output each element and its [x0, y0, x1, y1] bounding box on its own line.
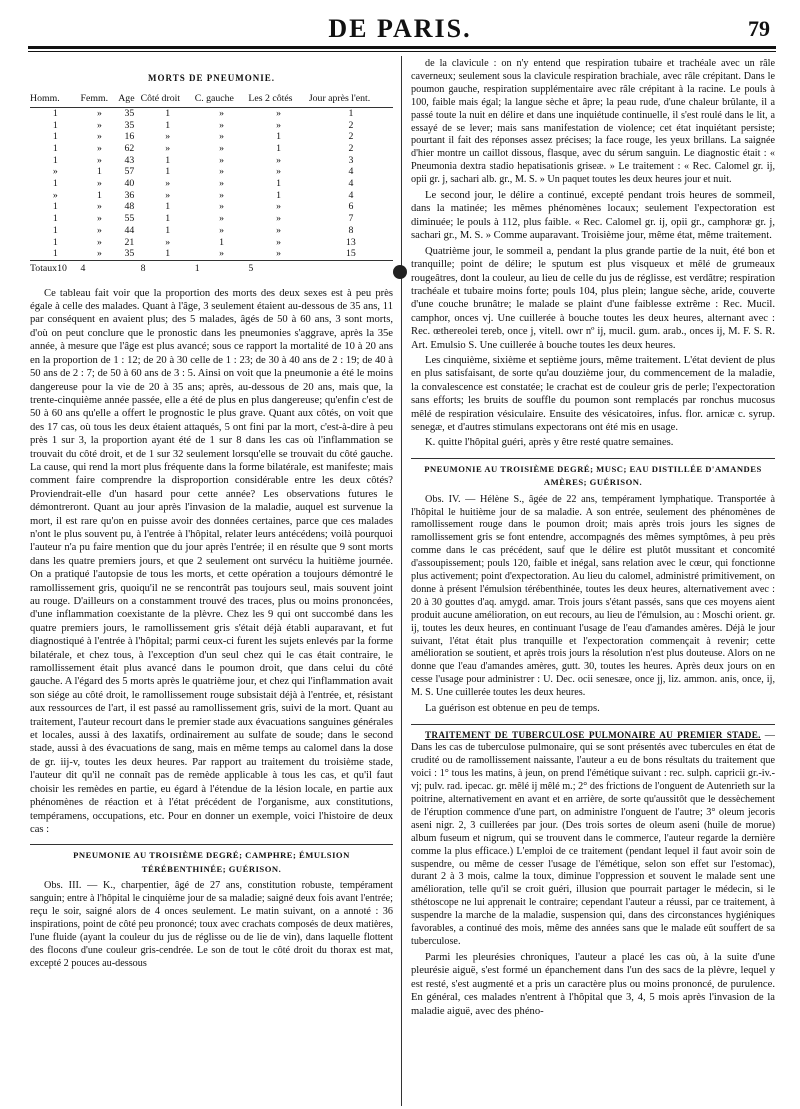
cell-homm: 1	[52, 236, 58, 248]
table-title: MORTS DE PNEUMONIE.	[148, 73, 275, 83]
cell-gauche: »	[219, 189, 225, 201]
cell-homm: 1	[52, 224, 58, 236]
cell-femm: »	[96, 107, 102, 119]
col-jour: Jour après l'ent.	[309, 91, 393, 107]
cell-age: 55	[124, 213, 135, 225]
table-body	[30, 107, 393, 260]
page-header	[20, 14, 780, 44]
cell-jour: 2	[348, 142, 354, 154]
cell-homm: 1	[52, 119, 58, 131]
col-age: Age	[118, 91, 140, 107]
cell-droit: 1	[165, 201, 171, 213]
table-row	[30, 225, 393, 237]
cell-age: 48	[124, 201, 135, 213]
column-divider	[401, 56, 402, 1106]
cell-gauche: »	[219, 201, 225, 213]
cell-deux: 1	[276, 178, 282, 190]
cell-age: 16	[124, 131, 135, 143]
cell-age: 21	[124, 236, 135, 248]
cell-jour: 6	[348, 201, 354, 213]
cell-age: 35	[124, 107, 135, 119]
cell-homm: 1	[52, 178, 58, 190]
cell-deux: »	[276, 248, 282, 260]
totals-deux: 5	[248, 260, 308, 274]
cell-homm: 1	[52, 213, 58, 225]
page-number: 79	[748, 16, 770, 41]
table-row	[30, 143, 393, 155]
totals-droit: 8	[141, 260, 195, 274]
cell-femm: »	[96, 131, 102, 143]
cell-droit: 1	[165, 166, 171, 178]
left-column	[30, 58, 393, 1103]
cell-gauche: »	[219, 166, 225, 178]
cell-jour: 2	[348, 131, 354, 143]
cell-gauche: »	[219, 213, 225, 225]
cell-homm: 1	[52, 201, 58, 213]
table-row	[30, 131, 393, 143]
totals-gauche: 1	[195, 260, 249, 274]
table-row	[30, 166, 393, 178]
observation-iii-continued: de la clavicule : on n'y entend que respiration tubaire et trachéale avec un râle caverneux; seulement sous la clavicule respiration brachiale, avec râle crépitant. Dans le poumon gauche, respiration supplémentaire avec râle crépitant à la racine. Le pouls à 100, faible mais égal; la langue sèche et âpre; la peau rude, d'une chaleur brûlante, il a passé toute la nuit en délire et dans une inquiétude continuelle, il s'est roulé dans le lit, a essayé de se lever; mais sans manifestation de violence; cet état inquiétant persiste; pourtant il fait des réponses assez précises; la face rouge, les yeux brillans. La saignée d'hier montre un caillot dissous, flasque, avec du sérum sanguin. Le diagnostic était : « Pneumonia dextra stadio hepatisationis griseæ. » Le traitement : « Rec. Calomel gr. ij, opii gr. j, sachari alb. gr., M. S. » Un paquet toutes les deux heures jour et nuit.	[411, 58, 775, 186]
discharge-paragraph: K. quitte l'hôpital guéri, après y être resté quatre semaines.	[425, 437, 674, 449]
cell-age: 43	[124, 154, 135, 166]
header-rule-thick	[28, 46, 776, 49]
cell-gauche: »	[219, 154, 225, 166]
cell-droit: 1	[165, 119, 171, 131]
cell-jour: 4	[348, 166, 354, 178]
cell-droit: 1	[165, 213, 171, 225]
totals-homm	[30, 260, 81, 274]
observation-iii: Obs. III. — K., charpentier, âgé de 27 ans, constitution robuste, tempérament sanguin; entre à l'hôpital le cinquième jour de sa maladie; saigné deux fois avant l'entrée; reçu le soir, saigné alors de 4 onces seulement. Le matin suivant, on a annoté : 36 inspirations, point de côté peu prononcé; toux avec crachats composés de deux matières, l'une fluide (ayant la couleur du jus de réglisse ou de lie de vin), dans laquelle flottent des flocons d'une couleur gris-cendrée. Le son de tout le côté droit du thorax est mat, excepté 2 pouces au-dessous	[30, 880, 393, 969]
table-row	[30, 190, 393, 202]
cell-gauche: »	[219, 142, 225, 154]
cell-femm: »	[96, 178, 102, 190]
table-row	[30, 201, 393, 213]
tuberculosis-body: — Dans les cas de tuberculose pulmonaire, qui se sont présentés avec tubercules en état de crudité ou de ramollissement naissante, l'auteur a eu de bons résultats du traitement que voici : 1° tous les matins, à jeun, on prend l'émétique suivant : rec. sulph. capricii gr.-iv.-vj; pulv. rad. ipecac. gr. mêlé ij mêlé m.; 2° des frictions de l'onguent de Autenrieth sur la poitrine, alternativement en avant et en arrière, de sorte qu'aussitôt que le dessèchement de l'éruption commence d'une part, on administre l'onguent de l'autre; 3° oleum jecoris aseni nigr. 2, 3 cuillerées par jour. (Des trois sortes de oleum aseni (huile de morue) album fuseum et nigrum, qui se trouvent dans le commerce, l'auteur regarde la dernière comme la plus efficace.) L'emploi de ce traitement (pendant lequel il faut avoir soin de suspendre, ou même de cesser l'usage de l'émétique, selon son effet sur l'estomac), durant 2 à 3 mois, calme la toux, diminue l'oppression et souvent le malade sent une amélioration, telle qu'il se croit guéri, illusion que pourrait partager le médecin, si le sthétoscope ne lui apprenait le contraire; cependant l'auteur a réussi, par ce traitement, à suspendre la marche de la maladie, suspension qui, dans des circonstances hygiéniques favorables, a continué des mois, même des années sans que le malade eût souffert de sa tuberculose.	[411, 729, 775, 947]
tuberculosis-heading: TRAITEMENT DE TUBERCULOSE PULMONAIRE AU PREMIER STADE.	[425, 729, 761, 740]
cell-deux: »	[276, 213, 282, 225]
totals-age	[118, 260, 140, 274]
observation-iv: Obs. IV. — Hélène S., âgée de 22 ans, tempérament lymphatique. Transportée à l'hôpital le huitième jour de sa maladie. A son entrée, seulement des phénomènes de ramollissement rouge dans le poumon droit; mais après trois jours les signes de ramollissement gris se font entendre, accompagnés des mêmes symptômes, à peu près comme dans le cas précédent, sauf que le délire est plutôt mussitant et concomité d'assoupissement; pouls 120, faible et inégal, sans relation avec le cœur, qui fonctionne plus activement; point d'expectoration. Au lieu du calomel, administré primitivement, on donne à présent l'émulsion térébenthinée, toutes les deux heures, alternativement avec : 20 à 30 gouttes d'aq. amygd. amar. Trois jours s'étant passés, sans que ces moyens aient produit aucune amélioration, on eut recours, au lieu de l'émulsion, au : Moschi orient. gr. ij, toutes les deux heures, en continuant l'usage de l'eau d'amandes amères. Déjà le jour suivant, l'état était plus tranquille et l'expectoration commençait à revenir; cette amélioration se soutient, et après trois jours la résolution n'est plus douteuse. Alors on ne donne que l'eau d'amandes amères, gutt. 30, toutes les heures. Après deux jours on en cesse l'usage pour administrer : U. Dec. ocii senesæe, once jj, liz. ammon. anis, once, ij, M. S. Une cuillerée toutes les deux heures.	[411, 493, 775, 699]
totals-femm: 4	[81, 260, 119, 274]
table-row	[30, 120, 393, 132]
cell-femm: »	[96, 119, 102, 131]
cell-femm: »	[96, 213, 102, 225]
cell-jour: 3	[348, 154, 354, 166]
cell-age: 36	[124, 189, 135, 201]
cell-gauche: »	[219, 107, 225, 119]
cell-homm: 1	[52, 154, 58, 166]
pleurisy-paragraph: Parmi les pleurésies chroniques, l'auteur a placé les cas où, à la suite d'une pleurésie aiguë, s'est formé un épanchement dans l'un des sacs de la plèvre, lequel y est resté, s'est augmenté et a pris un caractère plus ou moins prononcé, de purulence. En général, ces malades n'entrent à l'hôpital que 3, 4, 5 mois après l'invasion de la maladie aiguë, avec des phéno-	[411, 951, 775, 1017]
col-deux: Les 2 côtés	[248, 91, 308, 107]
cell-femm: »	[96, 224, 102, 236]
cell-gauche: »	[219, 119, 225, 131]
cell-age: 44	[124, 224, 135, 236]
cell-homm: 1	[52, 131, 58, 143]
cell-femm: »	[96, 154, 102, 166]
table-header-row	[30, 91, 393, 107]
cell-age: 62	[124, 142, 135, 154]
cell-jour: 15	[346, 248, 356, 260]
cell-jour: 13	[346, 236, 356, 248]
cell-jour: 4	[348, 189, 354, 201]
cell-age: 35	[124, 119, 135, 131]
cell-femm: »	[96, 142, 102, 154]
totals-jour	[309, 260, 393, 274]
analysis-paragraph: Ce tableau fait voir que la proportion des morts des deux sexes est à peu près égale à celle des malades. Quant à l'âge, 3 seulement étaient au-dessous de 35 ans, 11 par conséquent en avaient plus; des 5 malades, âgés de 50 à 60 ans, 3 sont morts, d'où on peut conclure que le pronostic dans les pneumonies s'aggrave, après la 35e année, à mesure que l'âge est plus avancé; sous ce rapport la mortalité de 10 à 20 ans en la proportion de 1 : 12; de 20 à 30 celle de 1 : 23; de 30 à 40 ans de 2 : 19; de 40 à 50 ans de 2 : 7; de 50 à 60 ans de 3 : 5. Ainsi on voit que la pneumonie a été le moins dangereuse pour la vie de 20 à 35 ans; après, au-dessous de 20 ans, mais que, la trente-cinquième année passée, elle a été de plus en plus dangereuse; qu'enfin c'est de 50 à 60 ans qu'elle a offert le prognostic le plus grave. Quant aux côtés, on voit que des 17 cas, où tous les deux étaient attaqués, 5 ont fini par la mort, c'est-à-dire à peu près 1 sur 3, la proportion ayant été de 1 sur 8 dans les cas où l'inflammation se trouvait du côté droit, et de 1 sur 32 seulement lorsqu'elle se trouvait du côté gauche. La cause, qui rend la mort plus fréquente dans la forme bilatérale, est manifeste; mais comment faire comprendre la disproportion considérable entre les deux côtés? Proviendrait-elle d'un hasard pour cette année? Les observations futures le démontreront. Quant au jour après l'invasion de la maladie, auquel est survenue la mort, il est rare qu'on en puisse avoir des données certaines, parce que ces malades n'ont le plus souvent pu, à l'entrée à l'hôpital, relater leurs antécédens; voilà pourquoi l'auteur n'a pu faire mention que du jour après l'entrée; il en résulte que 9 sont morts dans les quatre premiers jours, et que 2 seulement ont survécu la huitième journée. On a pratiqué l'autopsie de tous les morts, et cette opération a toujours démontré le ramollissement gris, quoiqu'il ne se rencontrât pas toujours seul, mais souvent joint au rouge. D'ailleurs on a constamment trouvé des traces, plus ou moins prononcées, d'une inflammation coexistante de la plèvre. Chez les 9 qui ont succombé dans les quatre premiers jours, le ramollissement gris s'était déjà établi auparavant, et fut diagnostiqué à l'entrée à l'hôpital; parmi ceux-ci furent les sujets enlevés par la forme bilatérale, et chez tous, à l'exception d'un seul chez qui le cas était contraire, le ramollissement était plus avancé dans le poumon droit, que dans celui du côté gauche. A l'égard des 5 morts après le quatrième jour, et chez qui l'inflammation avait son siége au côté droit, le ramollissement rouge subsistait déjà à l'entrée, et, résistant aux ressources de l'art, il est passé au ramollissement gris, suivi de la mort. Quant au traitement, l'auteur recourt dans le premier stade aux évacuations sanguines générales et locales, aussi à des laxatifs, ordinairement au sulfate de soude; dans le second stade, aussi à des évacuations de sang, mais en même temps au calomel dans la dose de gr. iij-v, toutes les deux heures. Par rapport au traitement du troisième stade, l'auteur dit qu'il ne connaît pas de remède applicable à tous les cas, et qu'il faut choisir les remèdes en partie, eu égard à l'étendue de la lésion locale, en partie aux phénomènes de réaction et à l'état précédent de l'organisme, aux constitutions, tempéramens, occupations, etc. Pour en donner un exemple, voici l'histoire de deux cas :	[30, 287, 393, 835]
cell-deux: »	[276, 201, 282, 213]
col-femm: Femm.	[81, 91, 119, 107]
cell-age: 40	[124, 178, 135, 190]
table-row	[30, 213, 393, 225]
totals-row	[30, 260, 393, 274]
cell-droit: »	[165, 189, 171, 201]
cell-deux: »	[276, 107, 282, 119]
cell-homm: 1	[52, 248, 58, 260]
col-gauche: C. gauche	[195, 91, 249, 107]
cell-homm: »	[52, 189, 58, 201]
totals-label: Totaux	[30, 262, 58, 274]
binding-hole	[393, 265, 407, 279]
cell-deux: »	[276, 224, 282, 236]
col-droit: Côté droit	[141, 91, 195, 107]
tuberculosis-section	[411, 724, 775, 949]
running-title: DE PARIS.	[328, 14, 472, 43]
fourth-day-paragraph: Quatrième jour, le sommeil a, pendant la plus grande partie de la nuit, été bon et tranquille; point de délire; le sputum est plus visqueux et mêlé de grumeaux rougeâtres, dont la couleur, au lieu de celle du jus de réglisse, est verdâtre; respiration trachéale et tubaire moins forte; pouls 104, plus plein; langue sèche, aride, couverte d'une couche brunâtre; le malade se plaint d'une faiblesse extrême : Rec. Mucil. camphor, onces vj. Une cuillerée à bouche toutes les deux heures, alternant avec : Rec. œthereolei tereb, once j, vitell. owr nº ij, mucil. gum. arab., onces ij, M. F. S. R. Art. Emulsio S. Une cuillerée à bouche toutes les deux heures.	[411, 245, 775, 351]
cell-age: 35	[124, 248, 135, 260]
cell-gauche: 1	[219, 236, 225, 248]
totals-homm-value: 10	[57, 262, 67, 274]
cell-droit: 1	[165, 224, 171, 236]
cell-gauche: »	[219, 178, 225, 190]
case-heading-camphor: PNEUMONIE AU TROISIÈME DEGRÉ; CAMPHRE; ÉMULSION TÉRÉBENTHINÉE; GUÉRISON.	[30, 844, 393, 876]
cell-jour: 1	[348, 107, 354, 119]
cell-droit: »	[165, 142, 171, 154]
cell-deux: 1	[276, 142, 282, 154]
cell-jour: 2	[348, 119, 354, 131]
cell-deux: »	[276, 166, 282, 178]
cell-femm: »	[96, 236, 102, 248]
cell-deux: 1	[276, 189, 282, 201]
table-row	[30, 248, 393, 260]
cell-jour: 4	[348, 178, 354, 190]
right-column	[411, 58, 775, 1103]
cell-deux: »	[276, 154, 282, 166]
cell-gauche: »	[219, 248, 225, 260]
cell-droit: 1	[165, 248, 171, 260]
convalescence-paragraph: Les cinquième, sixième et septième jours, même traitement. L'état devient de plus en plus satisfaisant, de sorte qu'au douzième jour, du commencement de la maladie, la convalescence est constatée; le crachat est de couleur gris de perle; l'expectoration sans efforts; les bruits de souffle du poumon sont remplacés par ronchus mucosus mêlé de respiration vésiculaire. Ensuite des vésicatoires, infus. flor. arnicæ c. syrup. senegæ, et d'autres stimulans expectorans ont été mis en usage.	[411, 354, 775, 433]
cell-femm: »	[96, 201, 102, 213]
cell-droit: 1	[165, 107, 171, 119]
cell-homm: 1	[52, 107, 58, 119]
col-homm: Homm.	[30, 91, 81, 107]
second-day-paragraph: Le second jour, le délire a continué, excepté pendant trois heures de sommeil, dans la matinée; les mêmes phénomènes locaux; seulement l'expectoration est diminuée; le pouls à 112, plus faible. « Rec. Calomel gr. ij, opii gr., camphoræ gr. j, sachari gr., M. S. » Comme auparavant. Troisième jour, même état, même traitement.	[411, 190, 775, 242]
cell-gauche: »	[219, 131, 225, 143]
cell-femm: 1	[96, 189, 102, 201]
cell-femm: 1	[96, 166, 102, 178]
deaths-table	[30, 91, 393, 274]
cell-droit: 1	[165, 154, 171, 166]
cell-deux: »	[276, 119, 282, 131]
cell-homm: 1	[52, 142, 58, 154]
case-heading-musk: PNEUMONIE AU TROISIÈME DEGRÉ; MUSC; EAU DISTILLÉE D'AMANDES AMÈRES; GUÉRISON.	[411, 458, 775, 490]
cell-droit: »	[165, 178, 171, 190]
cell-jour: 7	[348, 213, 354, 225]
cell-gauche: »	[219, 224, 225, 236]
cell-droit: »	[165, 131, 171, 143]
header-rule-thin	[28, 51, 776, 52]
table-row	[30, 237, 393, 249]
table-row	[30, 107, 393, 119]
cell-deux: »	[276, 236, 282, 248]
cell-deux: 1	[276, 131, 282, 143]
cure-paragraph: La guérison est obtenue en peu de temps.	[425, 703, 600, 715]
cell-droit: »	[165, 236, 171, 248]
cell-homm: »	[52, 166, 58, 178]
table-row	[30, 155, 393, 167]
table-row	[30, 178, 393, 190]
cell-age: 57	[124, 166, 135, 178]
cell-jour: 8	[348, 224, 354, 236]
cell-femm: »	[96, 248, 102, 260]
